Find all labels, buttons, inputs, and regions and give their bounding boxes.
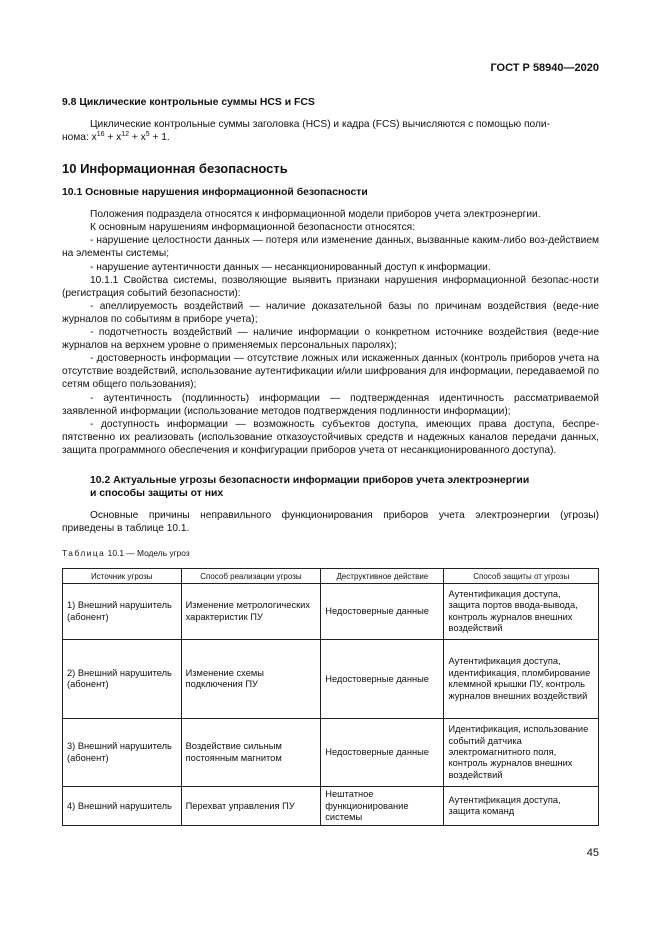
- list-item: - подотчетность воздействий — наличие информации о конкретном источнике воздействия (веде-ние журналов на верхнем уровне о применяемых персональных паролях);: [62, 327, 599, 352]
- paragraph: К основным нарушениям информационной безопасности относятся:: [90, 222, 416, 234]
- table-caption: Таблица 10.1 — Модель угроз: [62, 548, 190, 559]
- table-cell: Воздействие сильным постоянным магнитом: [181, 719, 321, 787]
- paragraph: 10.1.1 Свойства системы, позволяющие выявить признаки нарушения информационной безопас-ности (регистрация событий безопасности):: [62, 274, 599, 299]
- table-cell: Идентификация, использование событий датчика электромагнитного поля, контроль журналов внешних воздействий: [444, 719, 599, 787]
- polynomial-paragraph: Циклические контрольные суммы заголовка (HCS) и кадра (FCS) вычисляются с помощью поли- нома: $x^{16} + x^{12} + x^5 + 1$.: [62, 119, 551, 144]
- table-row: [63, 584, 599, 640]
- paragraph: Положения подраздела относятся к информационной модели приборов учета электроэнергии.: [90, 209, 541, 221]
- table-cell: 2) Внешний нарушитель (абонент): [63, 640, 182, 719]
- table-row: [63, 640, 599, 719]
- section-heading-9-8: 9.8 Циклические контрольные суммы HCS и FCS: [62, 97, 315, 108]
- table-row: [63, 787, 599, 826]
- table-header-row: [63, 569, 599, 584]
- standard-header: ГОСТ Р 58940—2020: [490, 62, 599, 74]
- table-cell: Перехват управления ПУ: [181, 787, 321, 826]
- column-header: Источник угрозы: [63, 569, 182, 584]
- table-cell: Аутентификация доступа, защита портов ввода-вывода, контроль журналов внешних воздействий: [444, 584, 599, 640]
- list-item: - апеллируемость воздействий — наличие доказательной базы по причинам воздействия (веде-ние журналов по событиям в приборе учета);: [62, 300, 599, 325]
- table-cell: 1) Внешний нарушитель (абонент): [63, 584, 182, 640]
- table-cell: Недостоверные данные: [321, 584, 444, 640]
- table-cell: 4) Внешний нарушитель: [63, 787, 182, 826]
- table-row: [63, 719, 599, 787]
- column-header: Способ реализации угрозы: [181, 569, 321, 584]
- table-cell: Аутентификация доступа, защита команд: [444, 787, 599, 826]
- list-item: - нарушение аутентичности данных — несанкционированный доступ к информации.: [90, 261, 491, 273]
- list-item: - достоверность информации — отсутствие ложных или искаженных данных (контроль приборов учета на отсутствие воздействий, использование аутентификации и/или шифрования для информации, передаваемой по сетям общего пользования);: [62, 353, 599, 391]
- table-cell: 3) Внешний нарушитель (абонент): [63, 719, 182, 787]
- section-heading-10: 10 Информационная безопасность: [62, 161, 288, 177]
- table-cell: Нештатное функционирование системы: [321, 787, 444, 826]
- page-content: [62, 96, 599, 826]
- table-cell: Аутентификация доступа, идентификация, пломбирование клеммной крышки ПУ, контроль журналов внешних воздействий: [444, 640, 599, 719]
- table-cell: Изменение метрологических характеристик ПУ: [181, 584, 321, 640]
- list-item: - нарушение целостности данных — потеря или изменение данных, вызванные каким-либо воз-действием на элементы системы;: [62, 235, 599, 260]
- section-heading-10-1: 10.1 Основные нарушения информационной безопасности: [62, 187, 368, 199]
- column-header: Способ защиты от угрозы: [444, 569, 599, 584]
- threat-model-table: [62, 568, 599, 826]
- column-header: Деструктивное действие: [321, 569, 444, 584]
- table-cell: Изменение схемы подключения ПУ: [181, 640, 321, 719]
- list-item: - доступность информации — возможность субъектов доступа, имеющих права доступа, беспре-пятственно их реализовать (использование отказоустойчивых средств и надежных каналов передачи данных, защита программного обеспечения и конфигурации приборов учета от несанкционированного доступа).: [62, 418, 599, 456]
- paragraph: Основные причины неправильного функционирования приборов учета электроэнергии (угрозы) приведены в таблице 10.1.: [62, 509, 599, 535]
- list-item: - аутентичность (подлинность) информации — подтвержденная идентичность рассматриваемой заявленной информации (использование методов подтверждения подлинности информации);: [62, 392, 599, 417]
- table-cell: Недостоверные данные: [321, 640, 444, 719]
- section-heading-10-2: 10.2 Актуальные угрозы безопасности информации приборов учета электроэнергии и способы защиты от них: [90, 474, 530, 499]
- table-cell: Недостоверные данные: [321, 719, 444, 787]
- page-number: 45: [586, 847, 599, 859]
